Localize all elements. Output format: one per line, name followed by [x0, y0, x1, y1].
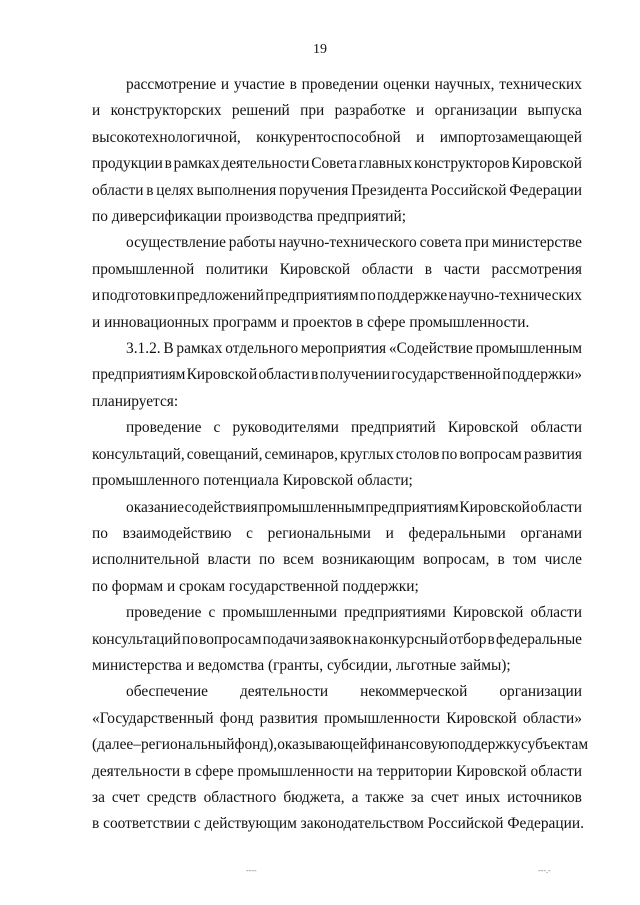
text-line	[92, 178, 582, 204]
word: организации	[499, 683, 582, 701]
page-number: 19	[313, 42, 327, 57]
word: с	[246, 524, 253, 542]
word: области	[530, 419, 582, 437]
text-line	[92, 759, 582, 785]
word: власти	[207, 551, 251, 569]
word: содействия	[184, 498, 258, 516]
word: промышленным	[475, 340, 582, 358]
word: по	[359, 287, 376, 305]
word: получении	[319, 366, 391, 384]
footer-scan-mark-right: ---.-	[538, 866, 551, 875]
paragraph-assistance	[92, 495, 582, 601]
word: промышленности	[323, 709, 441, 727]
word: конструкторов	[413, 155, 510, 173]
word: бюджета,	[283, 788, 345, 806]
word: Кировской	[459, 498, 530, 516]
text-line: по диверсификации производства предприятий;	[92, 208, 407, 226]
word: деятельности	[221, 155, 310, 173]
text-line: планируется:	[92, 392, 179, 410]
word: за	[410, 788, 424, 806]
word: выполнения	[196, 181, 277, 199]
word: осуществление	[126, 234, 226, 252]
word: счет	[430, 788, 459, 806]
word: поддержки»	[502, 366, 582, 384]
word: вопросам,	[422, 551, 490, 569]
word: решений	[231, 102, 290, 120]
word: на	[352, 630, 368, 648]
word: предприятиями	[344, 604, 446, 622]
word: субъектам	[520, 736, 589, 754]
word: отбор	[448, 630, 487, 648]
word: том	[512, 551, 537, 569]
text-line	[92, 785, 582, 811]
word: работы	[228, 234, 276, 252]
word: столов	[395, 445, 440, 463]
word: счет	[111, 788, 140, 806]
text-line	[92, 495, 582, 521]
word: поддержке	[377, 287, 448, 305]
text-line	[92, 98, 582, 124]
word: рамках	[173, 155, 220, 173]
word: финансовую	[367, 736, 450, 754]
text-line	[92, 362, 582, 388]
text-line	[92, 72, 582, 98]
word: по	[441, 445, 458, 463]
word: «Содействие	[388, 340, 473, 358]
word: фонд	[219, 709, 254, 727]
word: развития	[523, 445, 582, 463]
text-line: в соответствии с действующим законодательством Российской Федерации.	[92, 815, 584, 833]
word: консультаций,	[92, 445, 185, 463]
word: при	[300, 102, 325, 120]
word: мероприятия	[300, 340, 387, 358]
word: деятельности	[92, 762, 181, 780]
word: круглых	[339, 445, 394, 463]
word: промышленной	[92, 260, 195, 278]
word: консультаций	[92, 630, 181, 648]
word: исполнительной	[92, 551, 200, 569]
word: подачи	[262, 630, 309, 648]
word: министерстве	[491, 234, 582, 252]
word: Кировской	[511, 155, 582, 173]
word: рассмотрения	[491, 260, 582, 278]
word: предприятий	[350, 419, 436, 437]
text-line	[92, 151, 582, 177]
word: оказывающей	[277, 736, 368, 754]
word: научных,	[434, 76, 495, 93]
word: числе	[544, 551, 582, 569]
word: и	[416, 102, 425, 120]
paragraph-grant-applications	[92, 600, 582, 679]
text-line	[92, 521, 582, 547]
word: предприятиям	[265, 287, 359, 305]
text-line: по формам и срокам государственной поддержки;	[92, 577, 419, 595]
word: иных	[465, 788, 501, 806]
word: части	[443, 260, 480, 278]
word: области	[92, 181, 144, 199]
word: предложений	[176, 287, 264, 305]
text-line	[92, 442, 582, 468]
word: также	[365, 788, 404, 806]
word: федеральными	[408, 524, 506, 542]
word: промышленным	[258, 498, 365, 516]
text-line	[92, 415, 582, 441]
word: в	[497, 551, 505, 569]
word: с	[213, 419, 221, 437]
word: промышленности	[237, 762, 354, 780]
word: разработке	[334, 102, 406, 120]
word: в	[164, 155, 172, 173]
word: семинаров,	[264, 445, 338, 463]
paragraph-scientific-council	[92, 230, 582, 336]
document-body	[92, 72, 589, 838]
word: главных	[358, 155, 413, 173]
word: области»	[522, 709, 582, 727]
paragraph-section-3-1-2	[92, 336, 582, 415]
word: по	[181, 630, 198, 648]
text-line	[92, 706, 582, 732]
word: территории	[376, 762, 453, 780]
word: возникающим	[322, 551, 415, 569]
word: с	[208, 604, 216, 622]
word: при	[464, 234, 489, 252]
word: отдельного	[225, 340, 299, 358]
paragraph-regional-fund	[92, 679, 589, 837]
word: и	[416, 128, 425, 146]
word: поручения	[279, 181, 349, 199]
word: государственной	[391, 366, 502, 384]
word: оценки	[383, 76, 430, 93]
text-line	[92, 336, 582, 362]
word: заявок	[309, 630, 352, 648]
text-line: промышленного потенциала Кировской области;	[92, 472, 413, 490]
text-line	[92, 732, 589, 758]
word: рассмотрение	[126, 76, 217, 93]
word: Кировской	[186, 366, 258, 384]
text-line	[92, 600, 582, 626]
word: и	[92, 102, 101, 120]
footer-scan-mark-left: ----	[246, 866, 257, 875]
word: вопросам	[459, 445, 522, 463]
word: средств	[146, 788, 197, 806]
word: всем	[283, 551, 314, 569]
text-line: и инновационных программ и проектов в сфере промышленности.	[92, 313, 530, 331]
word: научно-технического	[278, 234, 417, 252]
text-line	[92, 627, 582, 653]
word: обеспечение	[126, 683, 208, 701]
word: Кировской	[446, 709, 517, 727]
word: области	[530, 604, 582, 622]
word: –	[133, 736, 141, 754]
word: некоммерческой	[360, 683, 468, 701]
word: областного	[203, 788, 277, 806]
word: (далее	[92, 736, 134, 754]
word: В	[163, 340, 174, 358]
text-line	[92, 547, 582, 573]
word: в	[424, 260, 433, 278]
word: и	[220, 76, 230, 93]
word: выпуска	[527, 102, 582, 120]
word: Кировской	[456, 762, 527, 780]
word: а	[351, 788, 359, 806]
text-line	[92, 125, 582, 151]
word: подготовки	[101, 287, 176, 305]
word: «Государственный	[92, 709, 214, 727]
word: проведение	[126, 419, 202, 437]
word: вопросам	[199, 630, 262, 648]
word: в	[487, 630, 495, 648]
word: взаимодействию	[122, 524, 232, 542]
word: области	[530, 498, 582, 516]
word: сфере	[195, 762, 234, 780]
word: научно-технических	[448, 287, 582, 305]
word: политики	[205, 260, 269, 278]
word: и	[92, 287, 101, 305]
word: органами	[520, 524, 582, 542]
word: предприятиям	[365, 498, 459, 516]
word: оказание	[126, 498, 184, 516]
word: поддержку	[449, 736, 521, 754]
word: совещаний,	[186, 445, 263, 463]
word: конкурсный	[368, 630, 448, 648]
text-line	[92, 679, 582, 705]
word: в	[289, 76, 297, 93]
word: фонд),	[234, 736, 278, 754]
word: региональный	[140, 736, 235, 754]
word: на	[357, 762, 373, 780]
word: источников	[507, 788, 582, 806]
text-line	[92, 257, 582, 283]
word: Кировской	[452, 604, 524, 622]
word: импортозамещающей	[439, 128, 582, 146]
word: Российской	[430, 181, 507, 199]
word: целях	[156, 181, 194, 199]
text-line	[92, 230, 582, 256]
word: технических	[499, 76, 582, 93]
word: организации	[434, 102, 518, 120]
word: и	[385, 524, 394, 542]
word: развития	[259, 709, 318, 727]
word: конкурентоспособной	[256, 128, 401, 146]
word: совета	[419, 234, 462, 252]
text-line	[92, 283, 582, 309]
word: руководителями	[232, 419, 339, 437]
word: проведение	[126, 604, 202, 622]
word: 3.1.2.	[126, 340, 161, 358]
word: региональными	[267, 524, 371, 542]
word: Президента	[351, 181, 428, 199]
word: промышленными	[222, 604, 338, 622]
word: по	[259, 551, 275, 569]
word: продукции	[92, 155, 163, 173]
word: проведении	[301, 76, 379, 93]
paragraph-consultations	[92, 415, 582, 494]
word: в	[146, 181, 154, 199]
word: деятельности	[239, 683, 329, 701]
word: участие	[233, 76, 285, 93]
word: по	[92, 524, 108, 542]
word: в	[311, 366, 319, 384]
word: области	[530, 762, 582, 780]
text-line: министерства и ведомства (гранты, субсидии, льготные займы);	[92, 656, 511, 674]
word: предприятиям	[92, 366, 186, 384]
word: Федерации	[509, 181, 582, 199]
word: федеральные	[495, 630, 582, 648]
word: области	[258, 366, 310, 384]
word: в	[184, 762, 192, 780]
paragraph-expert-review	[92, 72, 582, 230]
word: области	[361, 260, 414, 278]
word: за	[92, 788, 105, 806]
word: рамках	[176, 340, 223, 358]
word: высокотехнологичной,	[92, 128, 241, 146]
word: конструкторских	[110, 102, 222, 120]
word: Кировской	[447, 419, 519, 437]
word: Кировской	[279, 260, 351, 278]
word: Совета	[311, 155, 357, 173]
